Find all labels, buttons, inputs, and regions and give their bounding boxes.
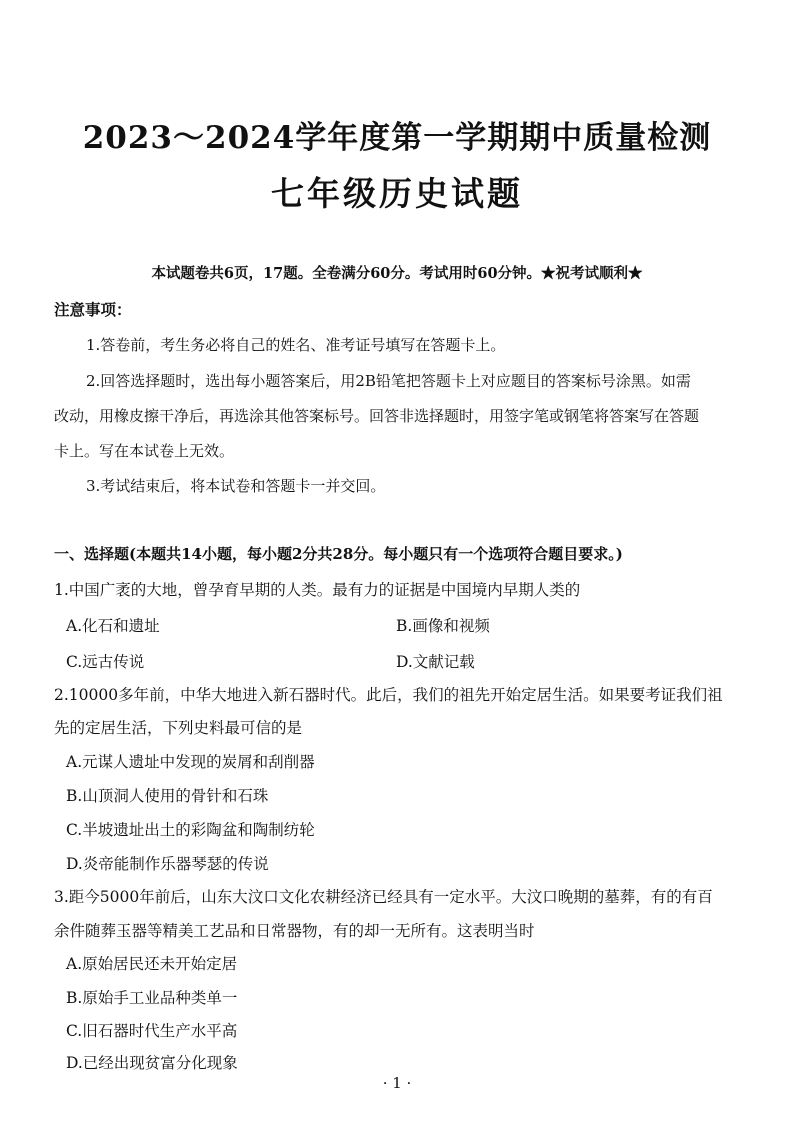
question-3-option-b: B.原始手工业品种类单一 <box>66 989 238 1007</box>
section-heading: 一、选择题(本题共14小题，每小题2分共28分。每小题只有一个选项符合题目要求。) <box>54 545 623 563</box>
notice-item-2-line-2: 改动，用橡皮擦干净后，再选涂其他答案标号。回答非选择题时，用签字笔或钢笔将答案写在答题 <box>54 407 700 425</box>
exam-info: 本试题卷共6页，17题。全卷满分60分。考试用时60分钟。★祝考试顺利★ <box>151 265 643 282</box>
question-2-stem-line-2: 先的定居生活，下列史料最可信的是 <box>54 719 303 737</box>
notice-item-3: 3.考试结束后，将本试卷和答题卡一并交回。 <box>86 477 386 495</box>
question-1-option-a: A.化石和遗址 <box>66 617 160 635</box>
page-number: · 1 · <box>382 1074 412 1092</box>
notice-item-1: 1.答卷前，考生务必将自己的姓名、准考证号填写在答题卡上。 <box>86 336 506 354</box>
exam-title: 2023～2024学年度第一学期期中质量检测 <box>82 120 712 156</box>
question-3-stem-line-2: 余件随葬玉器等精美工艺品和日常器物，有的却一无所有。这表明当时 <box>54 922 535 940</box>
question-3-option-d: D.已经出现贫富分化现象 <box>66 1054 238 1072</box>
question-1-stem: 1.中国广袤的大地，曾孕育早期的人类。最有力的证据是中国境内早期人类的 <box>54 581 581 599</box>
notice-item-2-line-1: 2.回答选择题时，选出每小题答案后，用2B铅笔把答题卡上对应题目的答案标号涂黑。如需 <box>86 372 691 390</box>
notice-heading: 注意事项： <box>54 300 132 319</box>
question-1-option-c: C.远古传说 <box>66 653 145 671</box>
exam-subtitle: 七年级历史试题 <box>271 174 523 213</box>
question-3-option-c: C.旧石器时代生产水平高 <box>66 1022 238 1040</box>
question-2-option-d: D.炎帝能制作乐器琴瑟的传说 <box>66 855 269 873</box>
question-2-option-a: A.元谋人遗址中发现的炭屑和刮削器 <box>66 753 315 771</box>
question-3-option-a: A.原始居民还未开始定居 <box>66 955 238 973</box>
question-3-stem-line-1: 3.距今5000年前后，山东大汶口文化农耕经济已经具有一定水平。大汶口晚期的墓葬，有的有百 <box>54 888 713 906</box>
question-1-option-b: B.画像和视频 <box>396 617 490 635</box>
question-2-option-b: B.山顶洞人使用的骨针和石珠 <box>66 787 269 805</box>
question-2-option-c: C.半坡遗址出土的彩陶盆和陶制纺轮 <box>66 821 315 839</box>
question-1-option-d: D.文献记载 <box>396 653 475 671</box>
notice-item-2-line-3: 卡上。写在本试卷上无效。 <box>54 442 235 460</box>
question-2-stem-line-1: 2.10000多年前，中华大地进入新石器时代。此后，我们的祖先开始定居生活。如果要考证我们祖 <box>54 686 723 704</box>
